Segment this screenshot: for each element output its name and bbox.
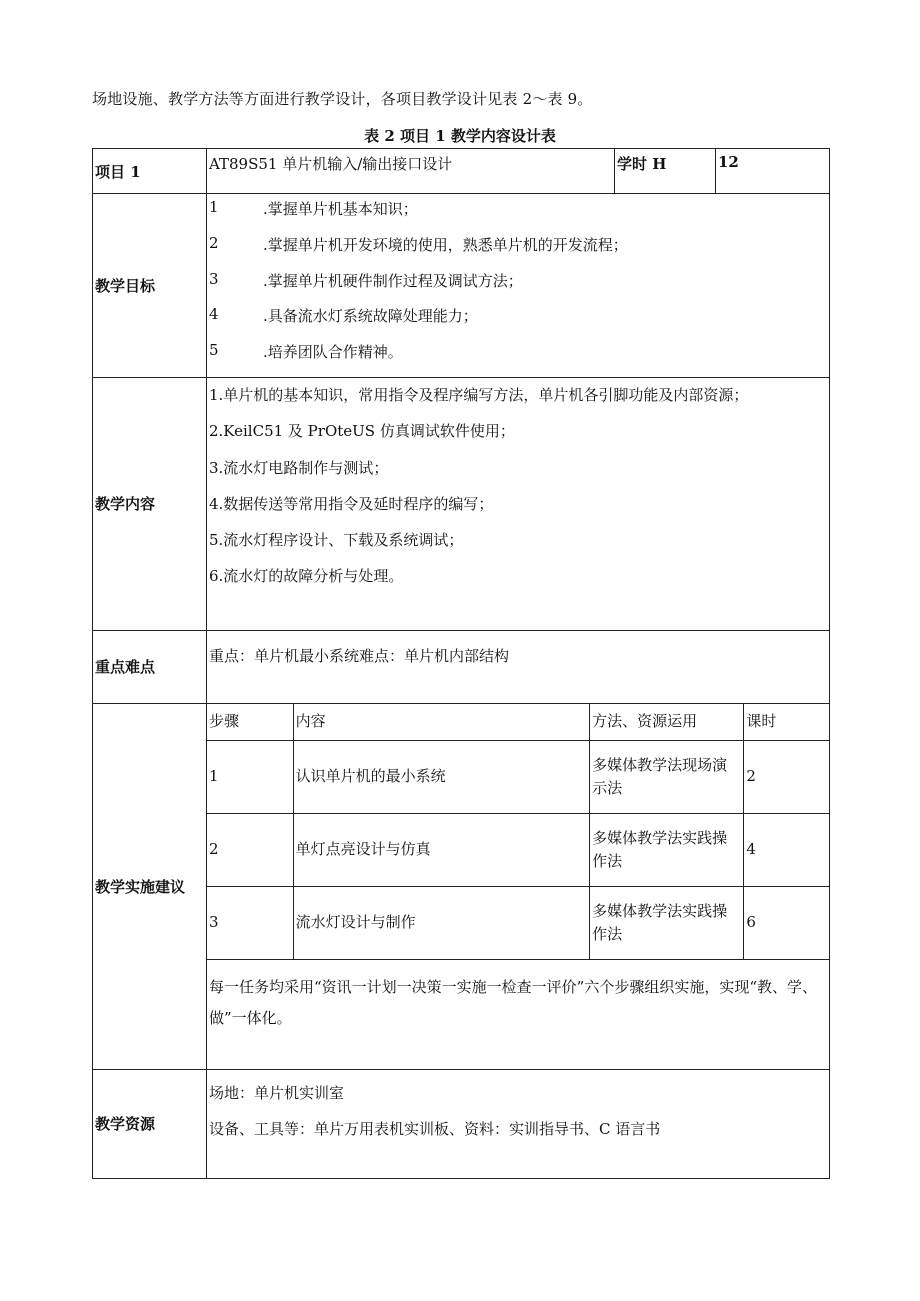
implementation-note: 每一任务均采用“资讯一计划一决策一实施一检查一评价”六个步骤组织实施，实现“教、学、做”一体化。	[209, 977, 818, 1027]
objective-item	[209, 270, 829, 306]
step-hours: 2	[744, 740, 829, 813]
content-item: 5.流水灯程序设计、下载及系统调试；	[209, 531, 464, 550]
step-row	[207, 886, 829, 959]
step-number: 3	[207, 886, 293, 959]
resource-line: 设备、工具等：单片万用表机实训板、资料：实训指导书、C 语言书	[209, 1119, 661, 1138]
key-points-text: 重点：单片机最小系统难点：单片机内部结构	[209, 646, 510, 665]
step-content: 认识单片机的最小系统	[293, 740, 589, 813]
step-number: 1	[207, 740, 293, 813]
hours-label: 学时 H	[615, 149, 716, 194]
content-item: 2.KeilC51 及 PrOteUS 仿真调试软件使用；	[209, 422, 515, 441]
step-method: 多媒体教学法实践操作法	[590, 813, 744, 886]
objective-number: 3	[209, 269, 219, 288]
objective-text: .掌握单片机开发环境的使用，熟悉单片机的开发流程；	[263, 235, 628, 254]
step-row	[207, 740, 829, 813]
objective-text: .掌握单片机硬件制作过程及调试方法；	[263, 271, 523, 290]
objective-text: .培养团队合作精神。	[263, 343, 403, 362]
key-points-label: 重点难点	[93, 630, 207, 703]
content-item: 3.流水灯电路制作与测试；	[209, 458, 389, 477]
implementation-cell	[207, 703, 830, 1069]
resources-cell	[207, 1069, 830, 1178]
header-row	[93, 149, 830, 194]
content-cell	[207, 377, 830, 630]
col-step: 步骤	[207, 704, 293, 741]
resources-row	[93, 1069, 830, 1178]
objectives-row	[93, 194, 830, 378]
project-title: AT89S51 单片机输入/输出接口设计	[207, 149, 615, 194]
hours-value: 12	[716, 149, 830, 194]
key-points-row	[93, 630, 830, 703]
resource-line: 场地：单片机实训室	[209, 1083, 345, 1102]
step-method: 多媒体教学法实践操作法	[590, 886, 744, 959]
design-table	[92, 148, 830, 1179]
step-row	[207, 813, 829, 886]
content-row	[93, 377, 830, 630]
steps-table	[207, 704, 829, 960]
objective-number: 2	[209, 233, 219, 252]
implementation-label: 教学实施建议	[93, 703, 207, 1069]
objectives-list	[207, 194, 829, 377]
project-label: 项目 1	[93, 149, 207, 194]
objective-text: .掌握单片机基本知识；	[263, 200, 418, 218]
content-label: 教学内容	[93, 377, 207, 630]
objectives-cell	[207, 194, 830, 378]
objective-text: .具备流水灯系统故障处理能力；	[263, 307, 478, 326]
col-hours: 课时	[744, 704, 829, 741]
objective-item	[209, 234, 829, 270]
col-method: 方法、资源运用	[590, 704, 744, 741]
intro-paragraph: 场地设施、教学方法等方面进行教学设计，各项目教学设计见表 2～表 9。	[92, 90, 593, 108]
resources-list	[207, 1070, 829, 1154]
objective-item	[209, 198, 829, 234]
content-list	[207, 378, 829, 602]
content-item: 1.单片机的基本知识，常用指令及程序编写方法，单片机各引脚功能及内部资源；	[209, 385, 749, 404]
step-hours: 6	[744, 886, 829, 959]
step-method: 多媒体教学法现场演示法	[590, 740, 744, 813]
resources-label: 教学资源	[93, 1069, 207, 1178]
implementation-row	[93, 703, 830, 1069]
objective-number: 1	[209, 198, 219, 216]
objective-number: 4	[209, 305, 219, 324]
table-caption: 表 2 项目 1 教学内容设计表	[364, 127, 556, 145]
steps-header-row	[207, 704, 829, 741]
objective-item	[209, 305, 829, 341]
objectives-label: 教学目标	[93, 194, 207, 378]
step-hours: 4	[744, 813, 829, 886]
content-item: 6.流水灯的故障分析与处理。	[209, 567, 404, 586]
objective-number: 5	[209, 341, 219, 360]
step-number: 2	[207, 813, 293, 886]
step-content: 流水灯设计与制作	[293, 886, 589, 959]
content-item: 4.数据传送等常用指令及延时程序的编写；	[209, 494, 494, 513]
col-content: 内容	[293, 704, 589, 741]
key-points-cell	[207, 630, 830, 703]
objective-item	[209, 341, 829, 377]
step-content: 单灯点亮设计与仿真	[293, 813, 589, 886]
